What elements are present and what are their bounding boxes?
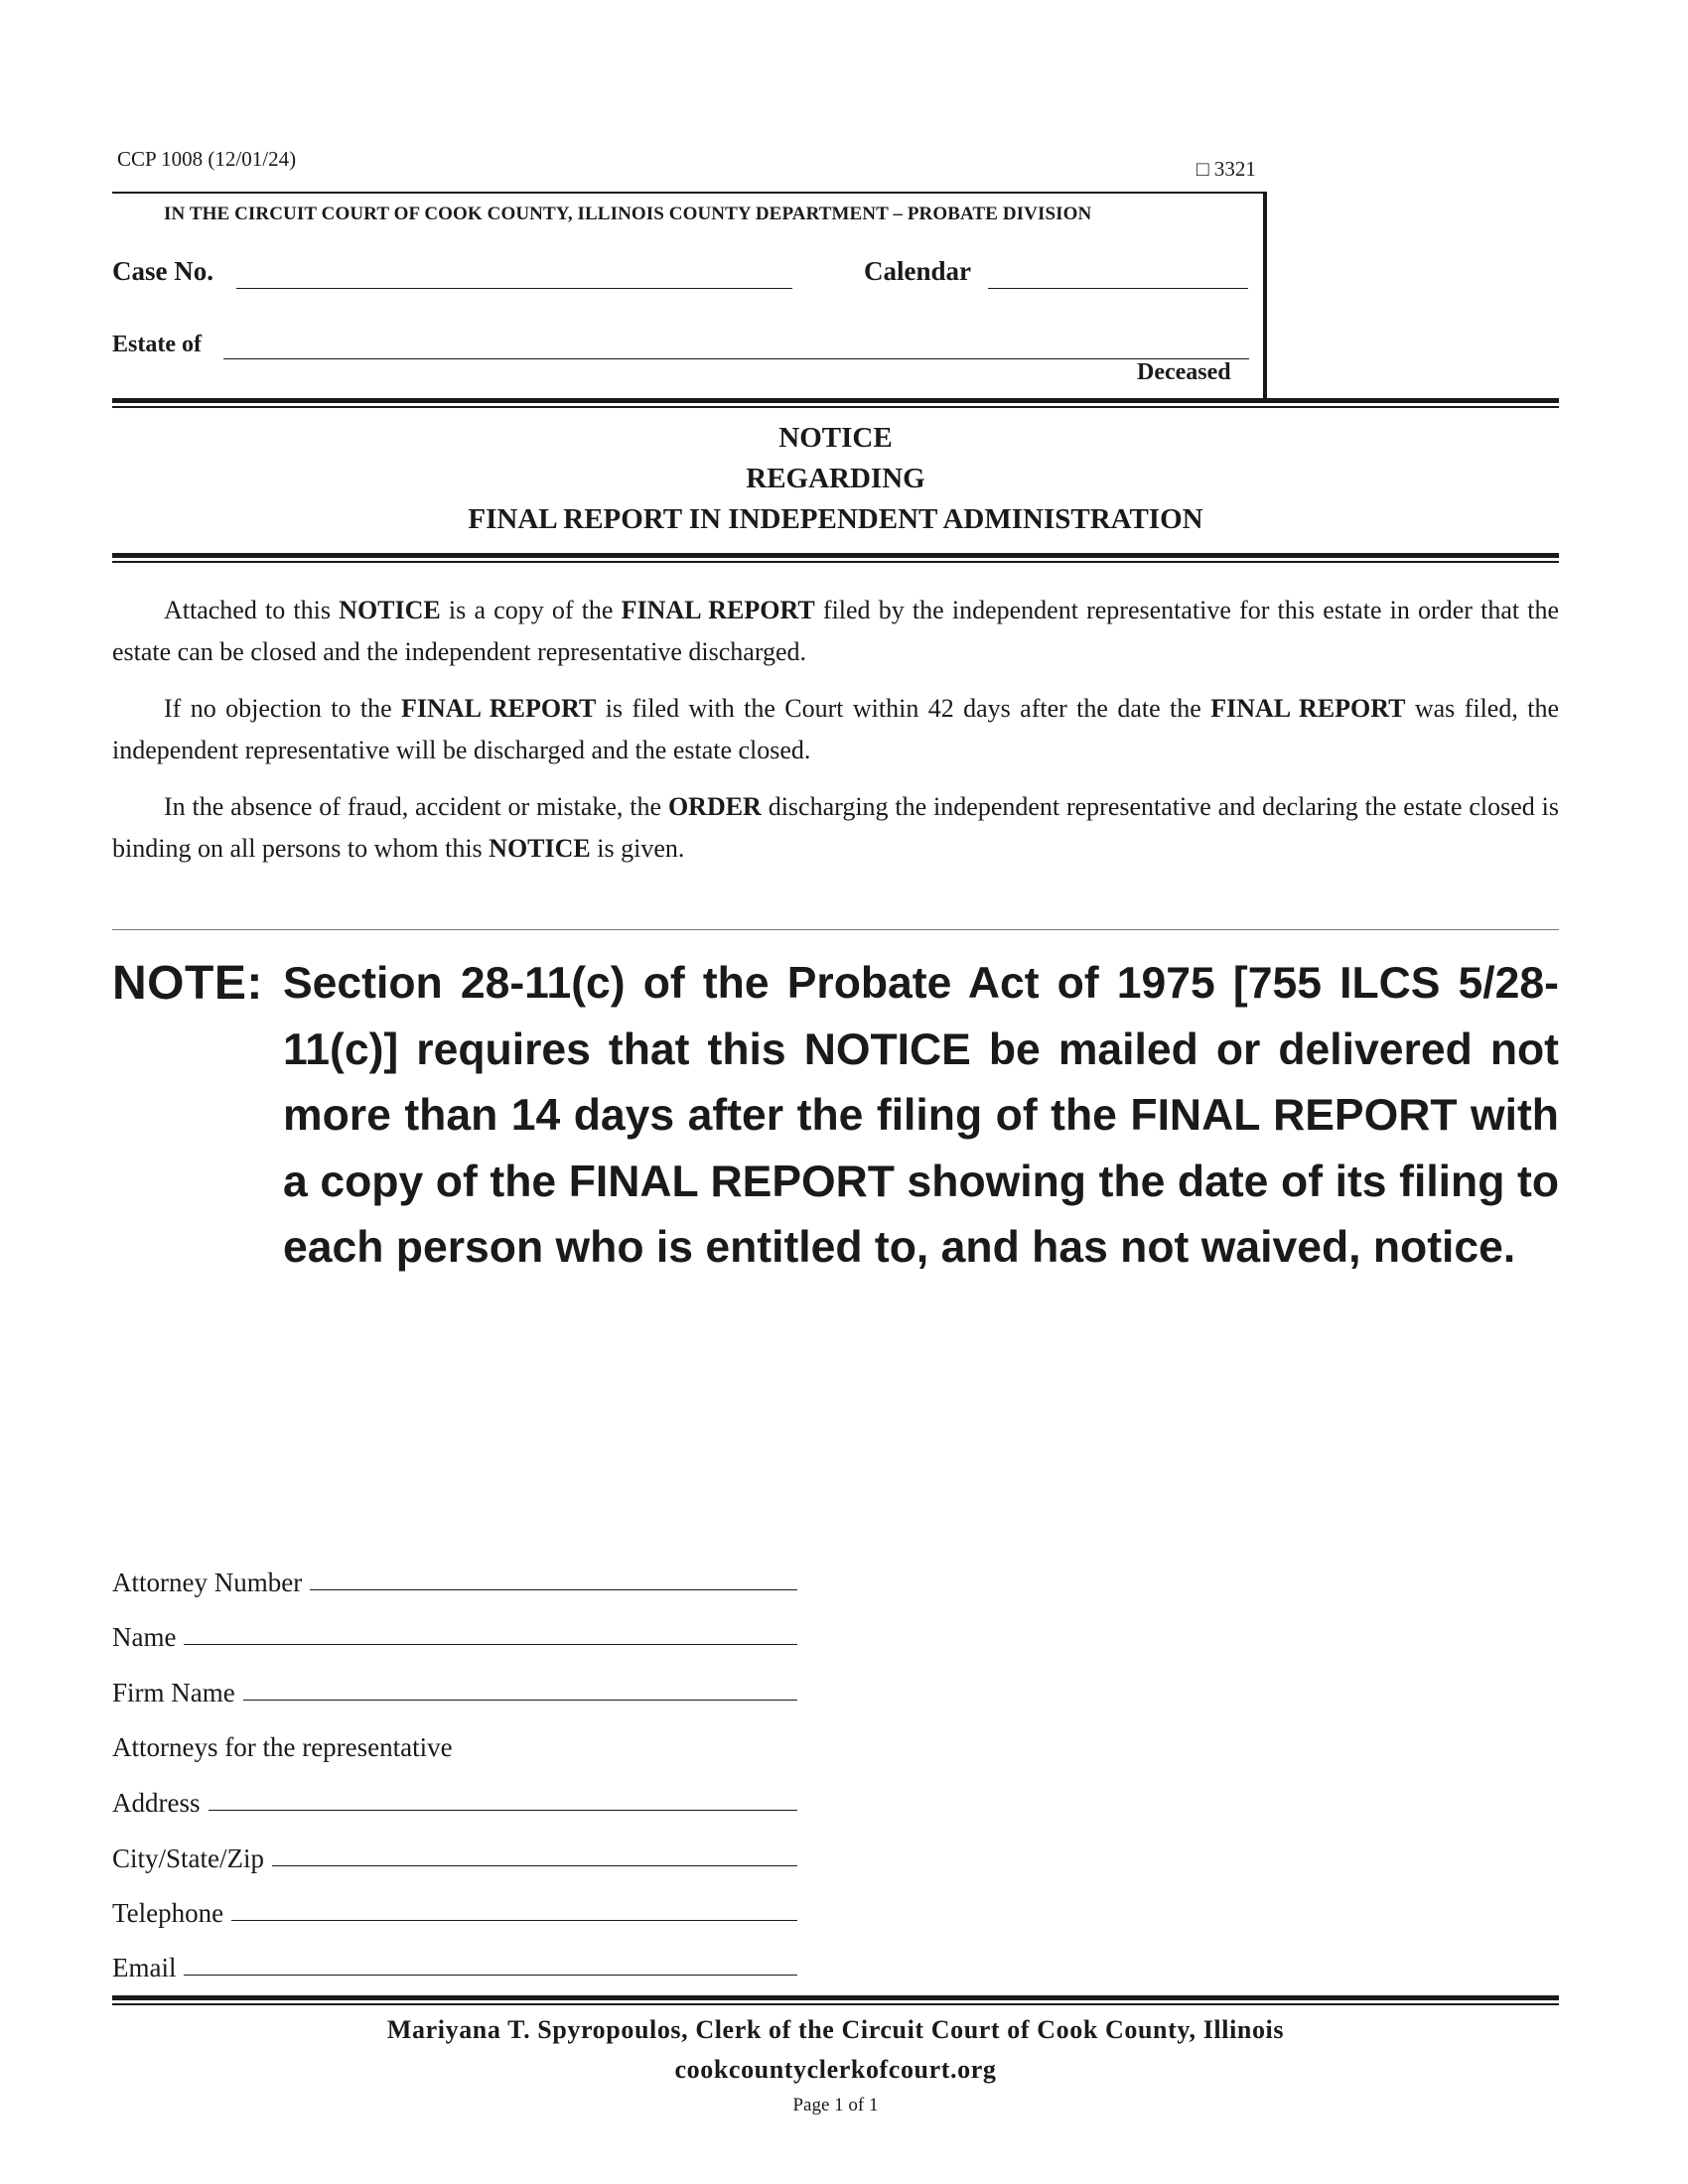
- email-field[interactable]: [112, 1944, 797, 1983]
- paragraph-3: In the absence of fraud, accident or mistake, the ORDER discharging the independent representative and declaring the estate closed is binding on all persons to whom this NOTICE is given.: [112, 792, 1559, 863]
- note-label: NOTE:: [112, 957, 263, 1010]
- attorney-number-field[interactable]: [112, 1559, 797, 1598]
- telephone-label: Telephone: [112, 1898, 224, 1928]
- form-code: CCP 1008 (12/01/24): [117, 147, 297, 171]
- estate-of-field[interactable]: [223, 358, 1249, 359]
- note-text: Section 28-11(c) of the Probate Act of 1975 [755 ILCS 5/28-11(c)] requires that this NOTICE be mailed or delivered not more than 14 days after the filing of the FINAL REPORT with a copy of the FINAL REPORT showing the date of its filing to each person who is entitled to, and has not waived, notice.: [283, 959, 1559, 1272]
- paragraph-2: If no objection to the FINAL REPORT is filed with the Court within 42 days after the date the FINAL REPORT was filed, the independent representative will be discharged and the estate closed.: [112, 694, 1559, 764]
- city-state-zip-label: City/State/Zip: [112, 1843, 264, 1873]
- address-field[interactable]: [112, 1779, 797, 1819]
- telephone-field[interactable]: [112, 1889, 797, 1929]
- name-field[interactable]: [112, 1613, 797, 1653]
- title-line-2: REGARDING: [746, 463, 925, 494]
- deceased-label: Deceased: [1137, 359, 1231, 385]
- title-divider: [112, 553, 1559, 563]
- name-label: Name: [112, 1622, 177, 1652]
- firm-name-label: Firm Name: [112, 1678, 235, 1707]
- email-label: Email: [112, 1953, 177, 1982]
- address-label: Address: [112, 1788, 201, 1818]
- case-number-label: Case No.: [112, 256, 213, 286]
- court-heading: IN THE CIRCUIT COURT OF COOK COUNTY, ILLINOIS COUNTY DEPARTMENT – PROBATE DIVISION: [164, 204, 1092, 224]
- city-state-zip-field[interactable]: [112, 1835, 797, 1874]
- title-line-1: NOTICE: [778, 422, 893, 454]
- estate-of-label: Estate of: [112, 332, 202, 357]
- paragraph-1: Attached to this NOTICE is a copy of the FINAL REPORT filed by the independent representative for this estate in order that the estate can be closed and the independent representative discharged.: [112, 596, 1560, 666]
- attorney-number-label: Attorney Number: [112, 1568, 303, 1597]
- form-number: □ 3321: [1196, 157, 1256, 181]
- calendar-label: Calendar: [864, 256, 971, 286]
- page-number: Page 1 of 1: [792, 2095, 879, 2116]
- clerk-name: Mariyana T. Spyropoulos, Clerk of the Circuit Court of Cook County, Illinois: [386, 2015, 1285, 2044]
- firm-name-field[interactable]: [112, 1669, 797, 1708]
- calendar-field[interactable]: [988, 288, 1248, 289]
- title-line-3: FINAL REPORT IN INDEPENDENT ADMINISTRATION: [468, 503, 1203, 535]
- footer-divider: [112, 1995, 1559, 2005]
- attorneys-for-representative: Attorneys for the representative: [112, 1732, 453, 1762]
- clerk-website[interactable]: cookcountyclerkofcourt.org: [674, 2055, 997, 2084]
- header-divider: [112, 398, 1559, 408]
- section-divider: [112, 929, 1559, 930]
- case-number-field[interactable]: [236, 288, 792, 289]
